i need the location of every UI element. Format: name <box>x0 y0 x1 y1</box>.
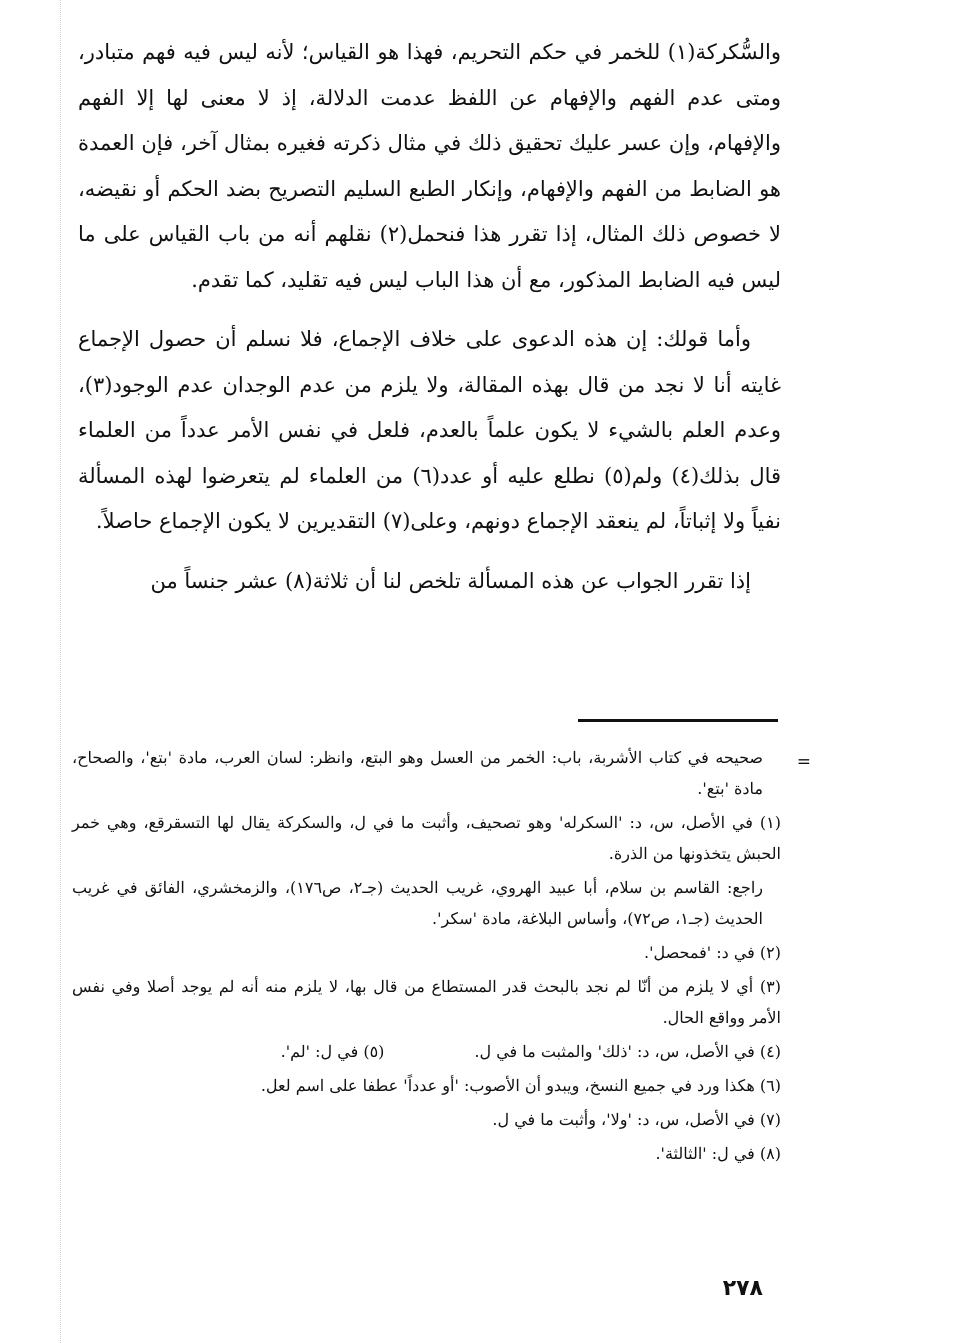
scan-edge-line <box>60 0 61 1343</box>
main-paragraph-2: وأما قولك: إن هذه الدعوى على خلاف الإجماع، فلا نسلم أن حصول الإجماع غايته أنا لا نجد من قال بهذه المقالة، ولا يلزم من عدم الوجدان عدم الوجود(٣)، وعدم العلم بالشيء لا يكون علماً بالعدم، فلعل في نفس الأمر عدداً من العلماء قال بذلك(٤) ولم(٥) نطلع عليه أو عدد(٦) من العلماء لم يتعرضوا لهذه المسألة نفياً ولا إثباتاً، لم ينعقد الإجماع دونهم، وعلى(٧) التقديرين لا يكون الإجماع حاصلاً. <box>78 327 782 533</box>
footnote-separator <box>578 719 778 722</box>
footnote-7: (٧) في الأصل، س، د: 'ولا'، وأثبت ما في ل. <box>492 1110 781 1129</box>
main-paragraph-1: والسُّكركة(١) للخمر في حكم التحريم، فهذا هو القياس؛ لأنه ليس فيه فهم متبادر، ومتى عدم الفهم والإفهام عن اللفظ عدمت الدلالة، إذ لا معنى لها إلا الفهم والإفهام، وإن عسر عليك تحقيق ذلك في مثال ذكرته فغيره بمثال آخر، فإن العمدة هو الضابط من الفهم والإفهام، وإنكار الطبع السليم التصريح بضد الحكم أو نقيضه، لا خصوص ذلك المثال، إذا تقرر هذا فنحمل(٢) نقلهم أنه من باب القياس على ما ليس فيه الضابط المذكور، مع أن هذا الباب ليس فيه تقليد، كما تقدم. <box>78 40 781 292</box>
footnote-1-reference: راجع: القاسم بن سلام، أبا عبيد الهروي، غريب الحديث (جـ٢، ص١٧٦)، والزمخشري، الفائق في غريب الحديث (جـ١، ص٧٢)، وأساس البلاغة، مادة 'سكر'. <box>72 878 763 928</box>
footnote-6: (٦) هكذا ورد في جميع النسخ، ويبدو أن الأصوب: 'أو عدداً' عطفا على اسم لعل. <box>260 1076 781 1095</box>
footnote-2: (٢) في د: 'فمحصل'. <box>644 943 781 962</box>
footnote-3: (٣) أي لا يلزم من أنّا لم نجد بالبحث قدر المستطاع من قال بها، لا يلزم منه أنه لم يوجد أصلا وفي نفس الأمر وواقع الحال. <box>72 977 782 1027</box>
footnote-continuation: صحيحه في كتاب الأشربة، باب: الخمر من العسل وهو البتع، وانظر: لسان العرب، مادة 'بتع'، والصحاح، مادة 'بتع'. <box>72 748 763 798</box>
page-number: ٢٧٨ <box>722 1276 763 1301</box>
footnote-continued-mark: = <box>796 752 811 772</box>
footnote-1: (١) في الأصل، س، د: 'السكرله' وهو تصحيف، وأثبت ما في ل، والسكركة يقال لها التسقرقع، وهي خمر الحبش يتخذونها من الذرة. <box>72 813 781 863</box>
footnote-8: (٨) في ل: 'الثالثة'. <box>655 1144 781 1163</box>
footnotes-block <box>72 742 781 1172</box>
main-paragraph-3: إذا تقرر الجواب عن هذه المسألة تلخص لنا أن ثلاثة(٨) عشر جنساً من <box>150 568 751 593</box>
main-text-block <box>78 30 781 604</box>
footnote-5: (٥) في ل: 'لم'. <box>280 1042 385 1061</box>
footnote-row-4-5 <box>72 1036 781 1067</box>
footnote-4: (٤) في الأصل، س، د: 'ذلك' والمثبت ما في ل. <box>474 1042 781 1061</box>
